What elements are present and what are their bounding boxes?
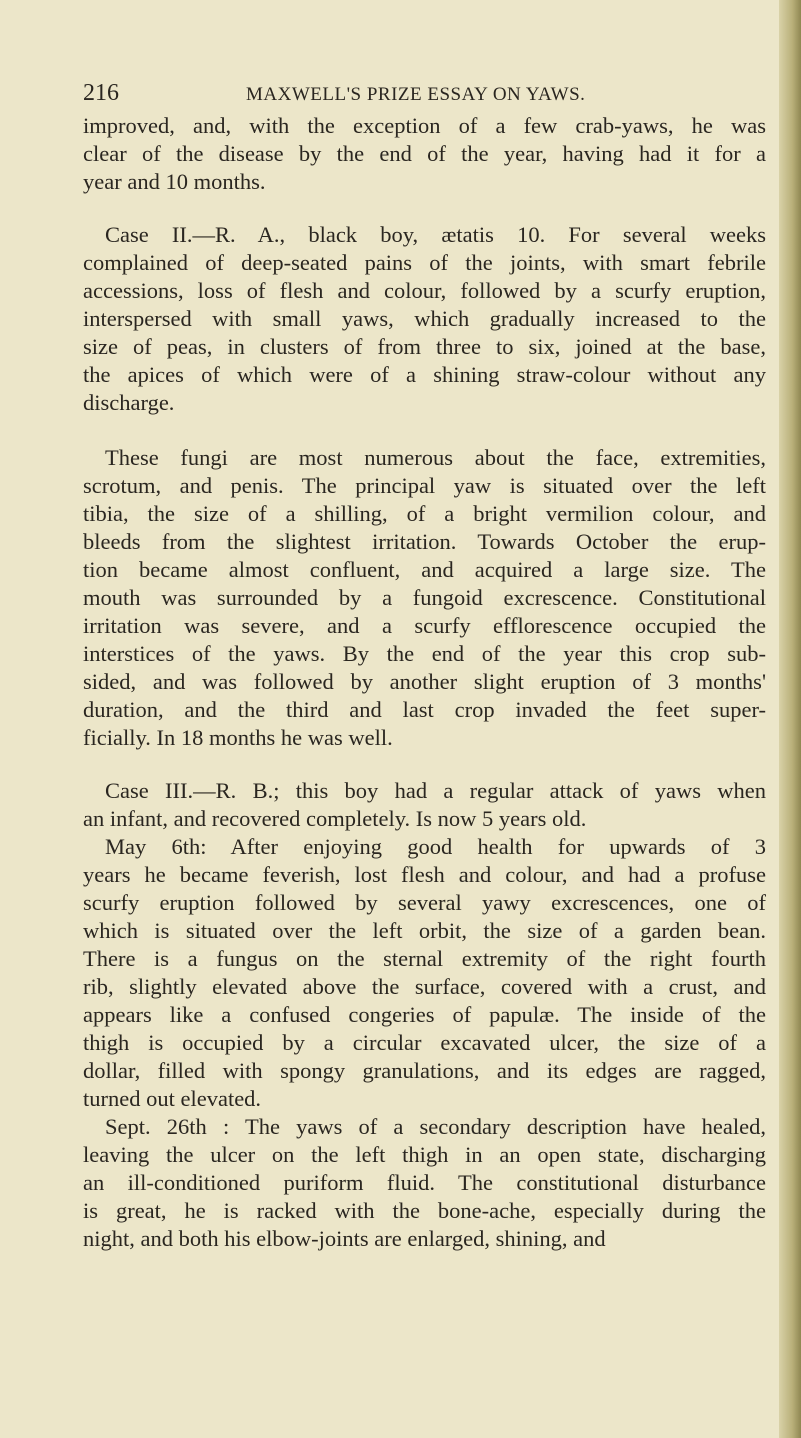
text-line: scrotum, and penis. The principal yaw is situated over the left (83, 473, 766, 498)
text-line: bleeds from the slightest irritation. Towards October the erup- (83, 529, 766, 554)
text-line: sided, and was followed by another slight eruption of 3 months' (83, 669, 766, 694)
text-line: complained of deep-seated pains of the joints, with smart febrile (83, 250, 766, 275)
text-line: duration, and the third and last crop invaded the feet super- (83, 697, 766, 722)
text-line: interstices of the yaws. By the end of the year this crop sub- (83, 641, 766, 666)
text-line: There is a fungus on the sternal extremity of the right fourth (83, 946, 766, 971)
text-line: dollar, filled with spongy granulations, and its edges are ragged, (83, 1058, 766, 1083)
text-line: tibia, the size of a shilling, of a bright vermilion colour, and (83, 501, 766, 526)
text-line: improved, and, with the exception of a few crab-yaws, he was (83, 113, 766, 138)
text-line: year and 10 months. (83, 169, 266, 194)
text-line: clear of the disease by the end of the year, having had it for a (83, 141, 766, 166)
text-line: ficially. In 18 months he was well. (83, 725, 393, 750)
text-line: irritation was severe, and a scurfy efflorescence occupied the (83, 613, 766, 638)
text-line: Case III.—R. B.; this boy had a regular attack of yaws when (105, 778, 766, 803)
text-line: tion became almost confluent, and acquired a large size. The (83, 557, 766, 582)
text-line: leaving the ulcer on the left thigh in an open state, discharging (83, 1142, 766, 1167)
text-line: an infant, and recovered completely. Is now 5 years old. (83, 806, 587, 831)
text-line: mouth was surrounded by a fungoid excrescence. Constitutional (83, 585, 766, 610)
text-line: Case II.—R. A., black boy, ætatis 10. For several weeks (105, 222, 766, 247)
text-line: the apices of which were of a shining straw-colour without any (83, 362, 766, 387)
text-line: scurfy eruption followed by several yawy excrescences, one of (83, 890, 766, 915)
text-line: years he became feverish, lost flesh and colour, and had a profuse (83, 862, 766, 887)
running-title: MAXWELL'S PRIZE ESSAY ON YAWS. (246, 84, 586, 105)
page-number: 216 (83, 80, 119, 106)
text-line: interspersed with small yaws, which gradually increased to the (83, 306, 766, 331)
text-line: size of peas, in clusters of from three to six, joined at the base, (83, 334, 766, 359)
text-line: rib, slightly elevated above the surface, covered with a crust, and (83, 974, 766, 999)
text-line: turned out elevated. (83, 1086, 262, 1111)
text-line: May 6th: After enjoying good health for upwards of 3 (105, 834, 766, 859)
text-line: appears like a confused congeries of papulæ. The inside of the (83, 1002, 766, 1027)
text-line: Sept. 26th : The yaws of a secondary description have healed, (105, 1114, 766, 1139)
text-line: thigh is occupied by a circular excavated ulcer, the size of a (83, 1030, 766, 1055)
text-line: an ill-conditioned puriform fluid. The constitutional disturbance (83, 1170, 766, 1195)
text-line: which is situated over the left orbit, the size of a garden bean. (83, 918, 766, 943)
text-line: night, and both his elbow-joints are enlarged, shining, and (83, 1226, 606, 1251)
text-line: discharge. (83, 390, 175, 415)
text-line: These fungi are most numerous about the face, extremities, (105, 445, 766, 470)
text-line: is great, he is racked with the bone-ache, especially during the (83, 1198, 766, 1223)
text-line: accessions, loss of flesh and colour, followed by a scurfy eruption, (83, 278, 766, 303)
book-gutter-edge (779, 0, 801, 1438)
